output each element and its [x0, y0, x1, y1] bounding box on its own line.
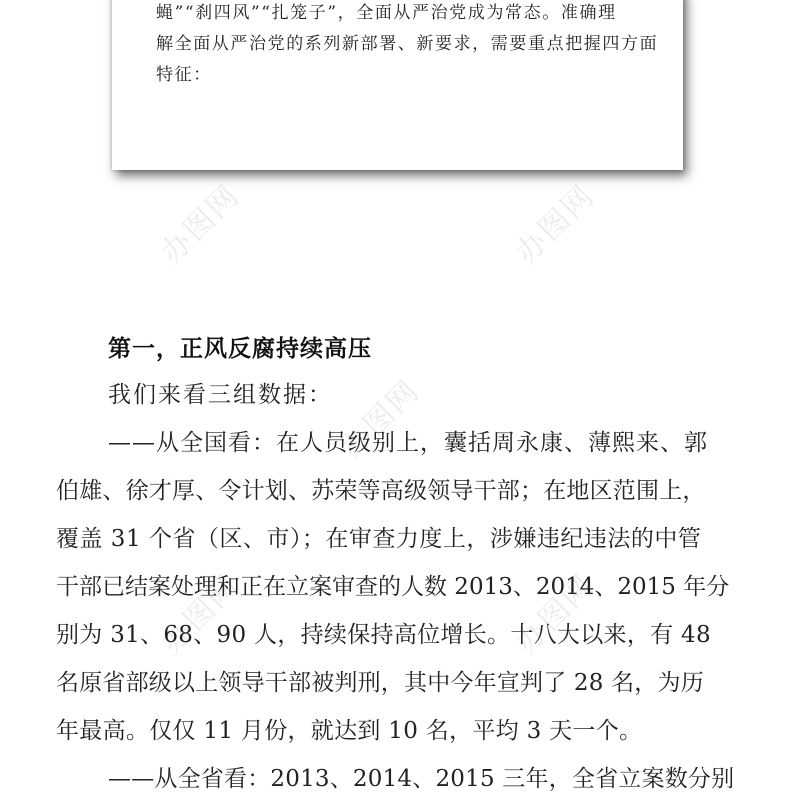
section-heading: 第一，正风反腐持续高压 — [108, 335, 372, 362]
quote-box — [112, 0, 683, 170]
body-line: 覆盖 31 个省（区、市）；在审查力度上，涉嫌违纪违法的中管 — [56, 526, 702, 552]
watermark: 办图网 — [509, 178, 602, 271]
body-line: 名原省部级以上领导干部被判刑，其中今年宣判了 28 名，为历 — [56, 670, 704, 696]
watermark: 办图网 — [509, 568, 602, 661]
body-line: 干部已结案处理和正在立案审查的人数 2013、2014、2015 年分 — [56, 574, 730, 600]
watermark: 办图网 — [154, 178, 247, 271]
body-line: 别为 31、68、90 人，持续保持高位增长。十八大以来，有 48 — [56, 622, 711, 648]
quote-line: 蝇”“刹四风”“扎笼子”，全面从严治党成为常态。准确理 — [156, 3, 617, 23]
watermark: 办图网 — [154, 568, 247, 661]
body-line: ——从全省看：2013、2014、2015 三年，全省立案数分别 — [108, 766, 735, 792]
body-line: 我们来看三组数据： — [108, 382, 333, 408]
quote-line: 特征： — [156, 65, 212, 85]
watermark: 办图网 — [334, 373, 427, 466]
body-line: ——从全国看：在人员级别上，囊括周永康、薄熙来、郭 — [108, 430, 708, 456]
body-line: 年最高。仅仅 11 月份，就达到 10 名，平均 3 天一个。 — [56, 718, 643, 744]
quote-line: 解全面从严治党的系列新部署、新要求，需要重点把握四方面 — [156, 34, 659, 54]
body-line: 伯雄、徐才厚、令计划、苏荣等高级领导干部；在地区范围上， — [56, 478, 706, 504]
